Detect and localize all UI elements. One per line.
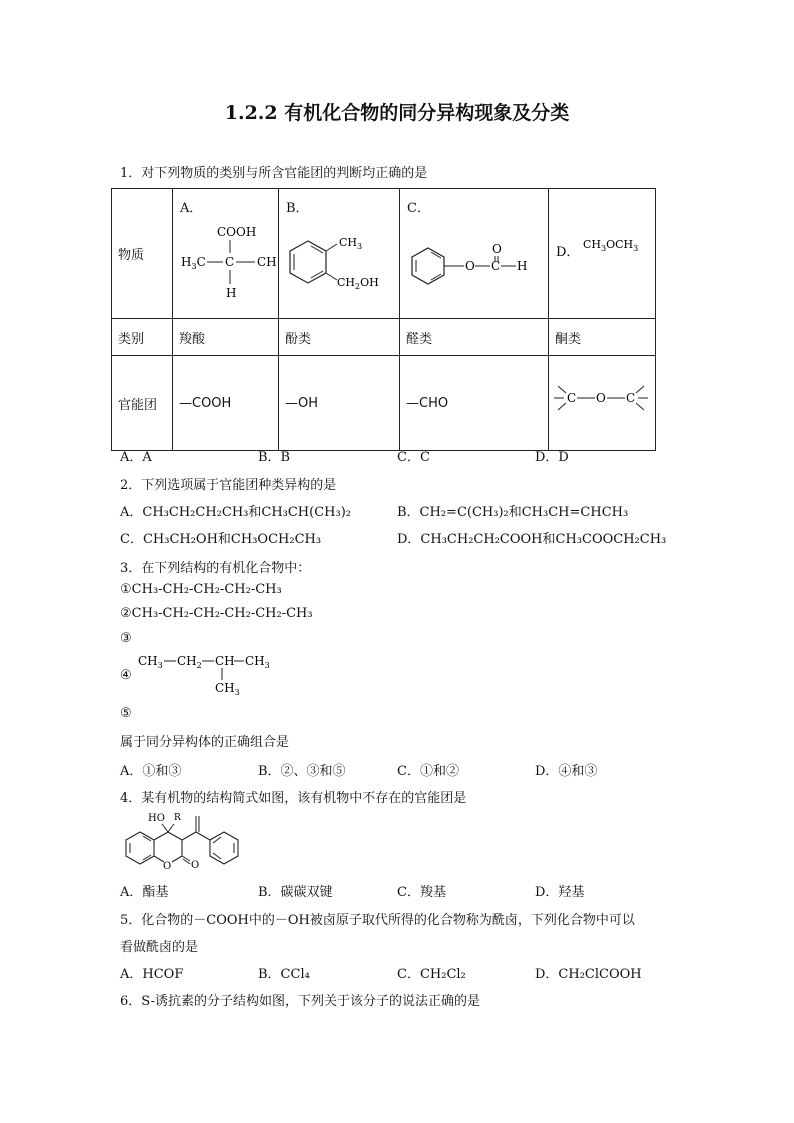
struct-b-ch3: $CH_3$: [339, 236, 363, 251]
struct-c-o-top: O: [492, 242, 502, 256]
cell-structure-a: [173, 189, 279, 319]
q3-option-a: A．①和③: [120, 764, 182, 779]
q3-item-1: ①CH₃-CH₂-CH₂-CH₂-CH₃: [120, 582, 282, 597]
row-header-type: 类别: [112, 319, 173, 356]
struct-d-formula: $CH_3OCH_3$: [583, 238, 639, 253]
s4-ch3a: $CH_3$: [138, 654, 163, 670]
q3-item-2: ②CH₃-CH₂-CH₂-CH₂-CH₂-CH₃: [120, 606, 313, 621]
q2-option-b: B．CH₂=C(CH₃)₂和CH₃CH=CHCH₃: [397, 505, 629, 520]
group-b: —OH: [279, 356, 400, 451]
q2-option-d: D．CH₃CH₂CH₂COOH和CH₃COOCH₂CH₃: [397, 532, 667, 547]
q5-stem: 5．化合物的－COOH中的－OH被卤原子取代所得的化合物称为酰卤，下列化合物中可以: [120, 913, 635, 928]
ether-group-diagram: [549, 356, 656, 446]
cell-structure-b: [279, 189, 400, 319]
s4-ch3b: $CH_3$: [245, 654, 270, 670]
s4-ch: CH: [215, 654, 235, 668]
q5-stem-2: 看做酰卤的是: [120, 940, 199, 955]
struct-a-cooh: COOH: [217, 225, 257, 239]
q3-item-3: ③: [120, 631, 132, 646]
structure-d-diagram: [549, 189, 656, 314]
q4-r: R: [174, 813, 181, 823]
q4-ho: HO: [148, 813, 165, 824]
q3-structure-4: [136, 648, 276, 698]
q5-option-a: A．HCOF: [120, 967, 184, 982]
q4-option-b: B．碳碳双键: [258, 885, 333, 900]
struct-a-h3c: $H_3C$: [181, 255, 206, 271]
q1-stem: 1．对下列物质的类别与所含官能团的判断均正确的是: [120, 166, 428, 181]
struct-b-ch2oh: $CH_2OH$: [337, 276, 379, 291]
s4-ch2: $CH_2$: [177, 654, 202, 670]
type-d: 酮类: [549, 319, 656, 356]
q6-stem: 6．S-诱抗素的分子结构如图，下列关于该分子的说法正确的是: [120, 994, 481, 1009]
q2-option-a: A．CH₃CH₂CH₂CH₃和CH₃CH(CH₃)₂: [120, 505, 351, 520]
row-header-group: 官能团: [112, 356, 173, 451]
q5-option-c: C．CH₂Cl₂: [397, 967, 466, 982]
letter-d: D．: [556, 245, 580, 260]
struct-a-ch: CH: [257, 255, 277, 269]
q2-stem: 2．下列选项属于官能团种类异构的是: [120, 478, 337, 493]
q4-structure: [116, 808, 246, 874]
q1-option-a: A．A: [120, 450, 152, 465]
q4-option-a: A．酯基: [120, 885, 169, 900]
type-c: 醛类: [400, 319, 549, 356]
q5-option-b: B．CCl₄: [258, 967, 310, 982]
q3-item-5: ⑤: [120, 706, 132, 721]
struct-c-c: C: [491, 259, 501, 273]
type-a: 羧酸: [173, 319, 279, 356]
q1-option-b: B．B: [258, 450, 291, 465]
cell-structure-c: [400, 189, 549, 319]
q3-option-b: B．②、③和⑤: [258, 764, 346, 779]
q1-option-c: C．C: [397, 450, 430, 465]
q5-option-d: D．CH₂ClCOOH: [535, 967, 642, 982]
group-c: —CHO: [400, 356, 549, 451]
q4-option-c: C．羧基: [397, 885, 446, 900]
q4-ring-o: O: [163, 861, 172, 872]
q1-option-d: D．D: [535, 450, 569, 465]
ether-c1: C: [567, 391, 577, 405]
q4-option-d: D．羟基: [535, 885, 585, 900]
group-d: [549, 356, 656, 451]
letter-b: B．: [286, 201, 309, 216]
q3-item-4: ④: [120, 668, 132, 683]
q3-ask: 属于同分异构体的正确组合是: [120, 735, 290, 750]
q3-option-c: C．①和②: [397, 764, 459, 779]
ether-c2: C: [626, 391, 636, 405]
struct-a-center-c: C: [225, 255, 235, 269]
row-header-substance: 物质: [112, 189, 173, 319]
page-title: 1.2.2 有机化合物的同分异构现象及分类: [224, 102, 570, 124]
q2-option-c: C．CH₃CH₂OH和CH₃OCH₂CH₃: [120, 532, 322, 547]
letter-c: C．: [407, 201, 430, 216]
ether-o: O: [596, 391, 606, 405]
q4-stem: 4．某有机物的结构简式如图，该有机物中不存在的官能团是: [120, 791, 467, 806]
q3-stem: 3．在下列结构的有机化合物中：: [120, 561, 311, 576]
type-b: 酚类: [279, 319, 400, 356]
group-a: —COOH: [173, 356, 279, 451]
letter-a: A．: [180, 201, 203, 216]
q4-keto-o: O: [191, 860, 200, 871]
struct-a-h: H: [226, 286, 237, 300]
struct-c-h: H: [517, 259, 528, 273]
s4-ch3c: $CH_3$: [215, 681, 240, 697]
q3-option-d: D．④和③: [535, 764, 598, 779]
struct-c-o: O: [465, 259, 475, 273]
q1-table: [111, 188, 656, 451]
cell-structure-d: [549, 189, 656, 319]
